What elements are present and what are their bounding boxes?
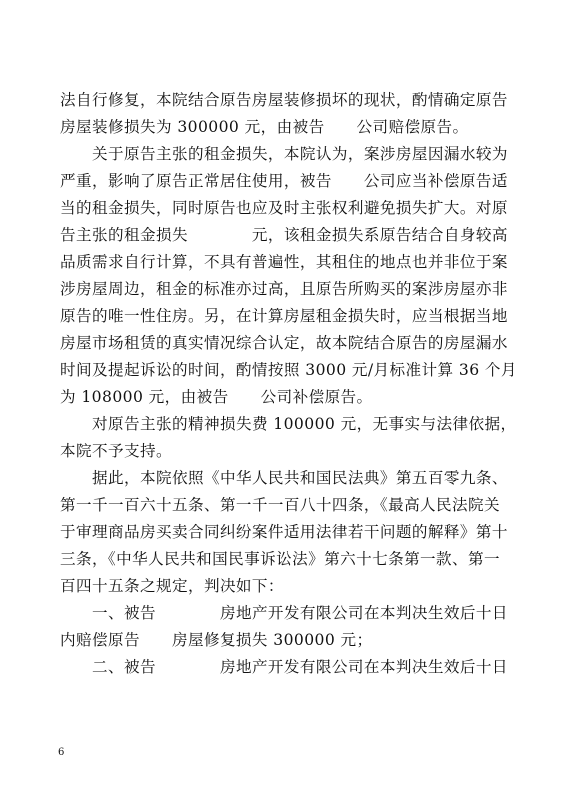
text-line: 当的租金损失，同时原告也应及时主张权利避免损失扩大。对原	[60, 199, 508, 217]
text-line: 三条，《中华人民共和国民事诉讼法》第六十七条第一款、第一	[60, 550, 501, 568]
text-line: 严重，影响了原告正常居住使用，被告 公司应当补偿原告适	[60, 172, 508, 190]
text-line: 原告的唯一性住房。另，在计算房屋租金损失时，应当根据当地	[60, 307, 508, 325]
text-line: 关于原告主张的租金损失，本院认为，案涉房屋因漏水较为	[92, 145, 508, 163]
text-line: 二、被告 房地产开发有限公司在本判决生效后十日	[92, 658, 508, 676]
text-line: 一、被告 房地产开发有限公司在本判决生效后十日	[92, 604, 508, 622]
text-line: 于审理商品房买卖合同纠纷案件适用法律若干问题的解释》第十	[60, 523, 508, 541]
text-line: 时间及提起诉讼的时间，酌情按照 3000 元/月标准计算 36 个月	[60, 361, 517, 379]
text-line: 为 108000 元，由被告 公司补偿原告。	[60, 388, 373, 406]
text-line: 对原告主张的精神损失费 100000 元，无事实与法律依据，	[92, 415, 517, 433]
text-line: 告主张的租金损失 元，该租金损失系原告结合自身较高	[60, 226, 508, 244]
text-line: 房屋装修损失为 300000 元，由被告 公司赔偿原告。	[60, 118, 469, 136]
text-line: 品质需求自行计算，不具有普遍性，其租住的地点也并非位于案	[60, 253, 508, 271]
text-line: 百四十五条之规定，判决如下：	[60, 577, 284, 595]
text-line: 内赔偿原告 房屋修复损失 300000 元；	[60, 631, 373, 649]
text-line: 本院不予支持。	[60, 442, 172, 460]
text-line: 法自行修复，本院结合原告房屋装修损坏的现状，酌情确定原告	[60, 91, 508, 109]
page-number: 6	[58, 747, 65, 758]
text-line: 涉房屋周边，租金的标准亦过高，且原告所购买的案涉房屋亦非	[60, 280, 508, 298]
text-line: 房屋市场租赁的真实情况综合认定，故本院结合原告的房屋漏水	[60, 334, 508, 352]
text-line: 据此，本院依照《中华人民共和国民法典》第五百零九条、	[92, 469, 508, 487]
text-line: 第一千一百六十五条、第一千一百八十四条，《最高人民法院关	[60, 496, 501, 514]
